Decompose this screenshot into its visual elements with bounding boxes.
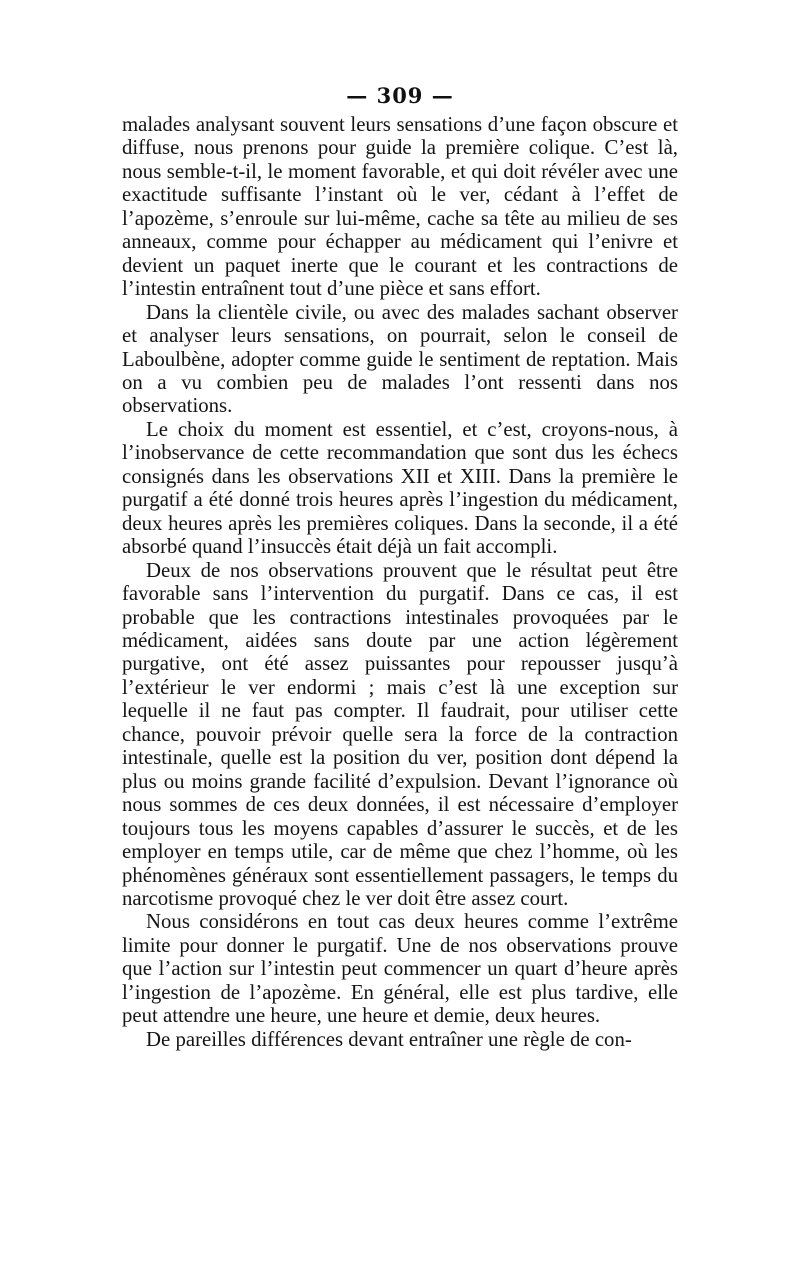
paragraph-1: malades analysant souvent leurs sensations d’une façon obscure et diffuse, nous prenons pour guide la première colique. C’est là, nous semble-t-il, le moment favorable, et qui doit révéler avec une exactitude suffisante l’instant où le ver, cédant à l’effet de l’apozème, s’enroule sur lui-même, cache sa tête au milieu de ses anneaux, comme pour échapper au médicament qui l’enivre et devient un paquet inerte que le courant et les contractions de l’intestin entraînent tout d’une pièce et sans effort. — [122, 113, 678, 301]
paragraph-4: Deux de nos observations prouvent que le résultat peut être favorable sans l’intervention du purgatif. Dans ce cas, il est probable que les contractions intestinales provoquées par le médicament, aidées sans doute par une action légèrement purgative, ont été assez puissantes pour repousser jusqu’à l’extérieur le ver endormi ; mais c’est là une exception sur lequelle il ne faut pas compter. Il faudrait, pour utiliser cette chance, pouvoir prévoir quelle sera la force de la contraction intestinale, quelle est la position du ver, position dont dépend la plus ou moins grande facilité d’expulsion. Devant l’ignorance où nous sommes de ces deux données, il est nécessaire d’employer toujours tous les moyens capables d’assurer le succès, et de les employer en temps utile, car de même que chez l’homme, où les phénomènes généraux sont essentiellement passagers, le temps du narcotisme provoqué chez le ver doit être assez court. — [122, 558, 678, 910]
page-number: — 309 — — [346, 83, 454, 108]
paragraph-5: Nous considérons en tout cas deux heures comme l’extrême limite pour donner le purgatif. Une de nos observations prouve que l’action sur l’intestin peut commencer un quart d’heure après l’ingestion de l’apozème. En général, elle est plus tardive, elle peut attendre une heure, une heure et demie, deux heures. — [122, 910, 678, 1028]
body-text — [122, 113, 678, 1051]
paragraph-3: Le choix du moment est essentiel, et c’est, croyons-nous, à l’inobservance de cette recommandation que sont dus les échecs consignés dans les observations XII et XIII. Dans la première le purgatif a été donné trois heures après l’ingestion du médicament, deux heures après les premières coliques. Dans la seconde, il a été absorbé quand l’insuccès était déjà un fait accompli. — [122, 417, 678, 559]
paragraph-6: De pareilles différences devant entraîner une règle de con- — [146, 1027, 632, 1051]
paragraph-2: Dans la clientèle civile, ou avec des malades sachant observer et analyser leurs sensations, on pourrait, selon le conseil de Laboulbène, adopter comme guide le sentiment de reptation. Mais on a vu combien peu de malades l’ont ressenti dans nos observations. — [122, 300, 678, 418]
